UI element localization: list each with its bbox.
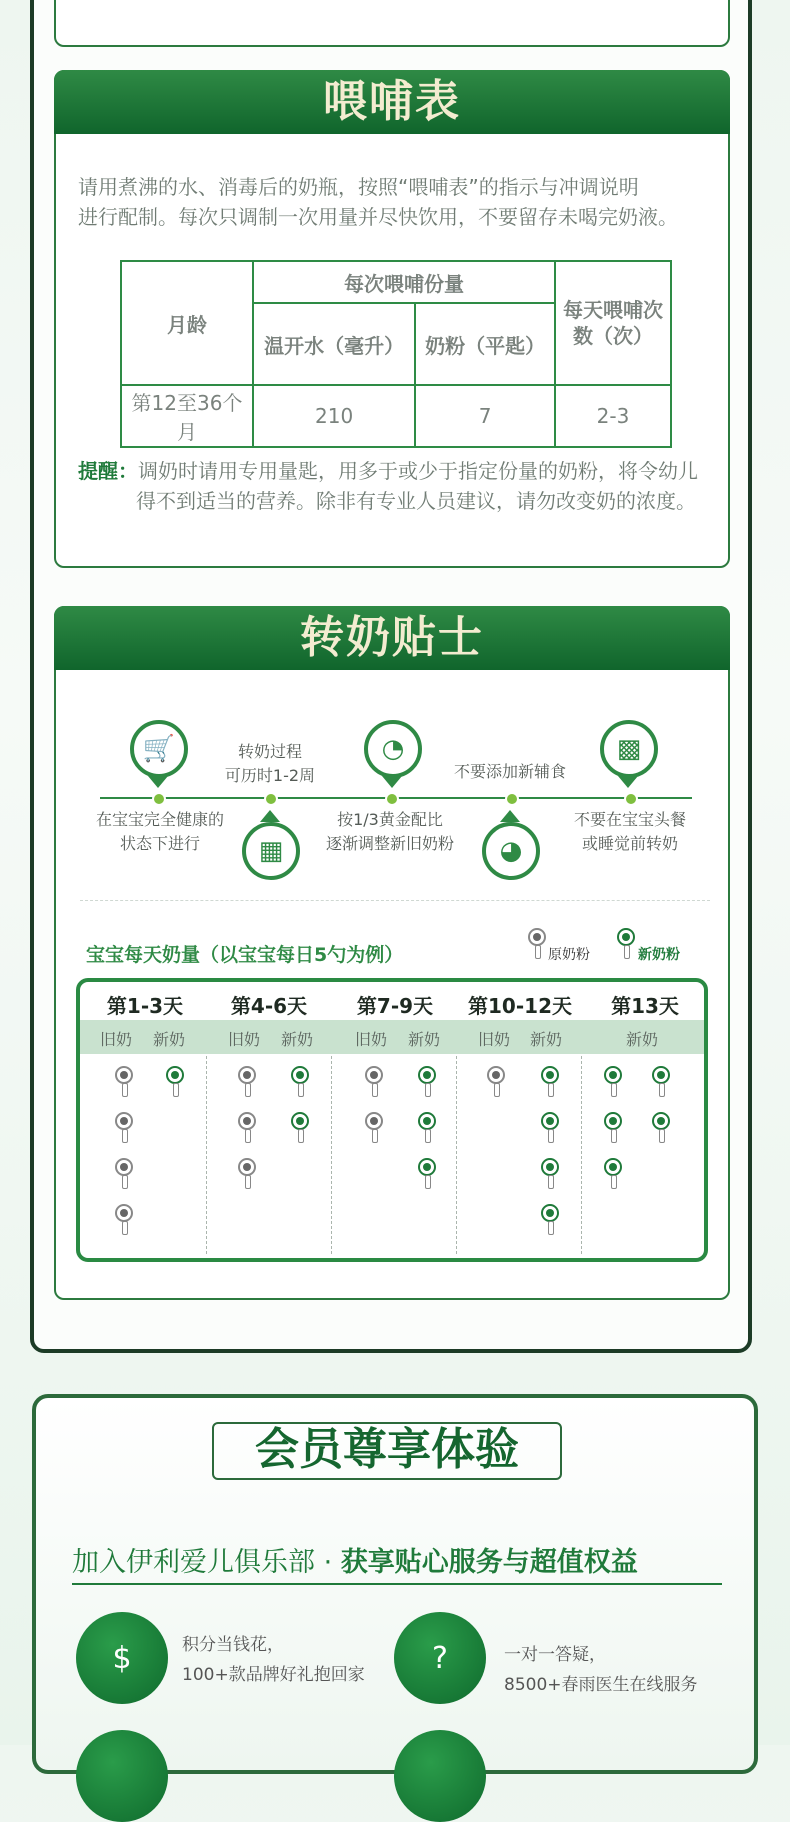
reminder-label: 提醒：: [78, 459, 138, 483]
hand-coin-icon: $: [76, 1612, 168, 1704]
column-divider: [206, 1056, 207, 1254]
reminder-line2: 得不到适当的营养。除非有专业人员建议，请勿改变奶的浓度。: [136, 489, 696, 513]
new-spoon-pin: [541, 1066, 559, 1096]
column-divider: [581, 1056, 582, 1254]
new-spoon-pin: [604, 1112, 622, 1142]
feeding-banner: [54, 70, 730, 134]
old-spoon-pin: [238, 1112, 256, 1142]
member-subtitle-b: 获享贴心服务与超值权益: [340, 1547, 638, 1578]
old-spoon-pin: [115, 1204, 133, 1234]
reminder-line1: 调奶时请用专用量匙，用多于或少于指定份量的奶粉，将令幼儿: [138, 459, 698, 483]
new-spoon-pin: [418, 1066, 436, 1096]
dashed-divider: [80, 900, 710, 901]
new-spoon-pin: [541, 1204, 559, 1234]
legend-new-pin: [617, 928, 635, 958]
pin-tip: [382, 776, 402, 788]
chat-question-icon: ?: [394, 1612, 486, 1704]
new-spoon-pin: [291, 1112, 309, 1142]
feeding-title: 喂哺表: [323, 76, 461, 127]
member-subtitle-a: 加入伊利爱儿俱乐部 ·: [72, 1547, 341, 1578]
benefit-1-line2: 100+款品牌好礼抱回家: [182, 1665, 365, 1685]
timeline-dot: [152, 792, 166, 806]
benefit-2-line2: 8500+春雨医生在线服务: [504, 1675, 698, 1695]
period-3: 第7-9天: [356, 994, 434, 1018]
daily-title: 宝宝每天奶量（以宝宝每日5勺为例）: [86, 944, 404, 966]
header-powder: 奶粉（平匙）: [415, 303, 555, 385]
feeding-table: [120, 260, 672, 448]
new-spoon-pin: [604, 1066, 622, 1096]
old-spoon-pin: [238, 1158, 256, 1188]
pin-tip: [148, 776, 168, 788]
service-icon: [394, 1730, 486, 1822]
new-spoon-pin: [418, 1158, 436, 1188]
old-label: 旧奶: [355, 1030, 388, 1049]
new-spoon-pin: [418, 1112, 436, 1142]
old-spoon-pin: [115, 1112, 133, 1142]
timeline-dot: [624, 792, 638, 806]
step-1-text: 在宝宝完全健康的 状态下进行: [95, 810, 224, 853]
timeline-dot: [264, 792, 278, 806]
new-spoon-pin: [541, 1112, 559, 1142]
new-spoon-pin: [652, 1112, 670, 1142]
step-2-text: 转奶过程 可历时1-2周: [224, 742, 316, 785]
old-spoon-pin: [365, 1066, 383, 1096]
new-spoon-pin: [166, 1066, 184, 1096]
new-spoon-pin: [604, 1158, 622, 1188]
legend-new-label: 新奶粉: [638, 947, 680, 963]
legend-old-label: 原奶粉: [548, 947, 590, 963]
feeding-intro: [78, 172, 718, 232]
benefit-2-text: [504, 1640, 698, 1700]
header-age: 月龄: [121, 261, 253, 385]
column-divider: [331, 1056, 332, 1254]
cell-water: 210: [253, 385, 415, 447]
new-spoon-pin: [652, 1066, 670, 1096]
new-label: 新奶: [153, 1030, 186, 1049]
period-5: 第13天: [611, 994, 679, 1018]
pie-chart-icon: ◔: [364, 720, 422, 778]
member-subtitle: [72, 1540, 722, 1585]
new-label: 新奶: [626, 1030, 659, 1049]
reminder: [78, 456, 728, 516]
old-spoon-pin: [365, 1112, 383, 1142]
timeline-dot: [385, 792, 399, 806]
header-portion: 每次喂哺份量: [253, 261, 555, 303]
stroller-icon: 🛒: [130, 720, 188, 778]
baby-bottle-icon: ▩: [600, 720, 658, 778]
legend-old-pin: [528, 928, 546, 958]
old-label: 旧奶: [478, 1030, 511, 1049]
new-spoon-pin: [541, 1158, 559, 1188]
step-4-text: 不要添加新辅食: [453, 762, 566, 781]
feeding-intro-line1: 请用煮沸的水、消毒后的奶瓶，按照“喂哺表”的指示与冲调说明: [78, 175, 639, 199]
benefit-2-line1: 一对一答疑，: [504, 1645, 606, 1665]
pin-tip: [500, 810, 520, 822]
column-divider: [456, 1056, 457, 1254]
header-times: 每天喂哺次数（次）: [555, 261, 671, 385]
old-label: 旧奶: [228, 1030, 261, 1049]
pin-tip: [260, 810, 280, 822]
switch-title: 转奶贴士: [300, 612, 484, 663]
benefit-1-line1: 积分当钱花，: [182, 1635, 284, 1655]
old-spoon-pin: [487, 1066, 505, 1096]
old-spoon-pin: [115, 1158, 133, 1188]
period-4: 第10-12天: [468, 994, 572, 1018]
previous-card: [54, 0, 730, 47]
cell-powder: 7: [415, 385, 555, 447]
switch-banner: [54, 606, 730, 670]
member-title: 会员尊享体验: [255, 1424, 519, 1475]
timeline-dot: [505, 792, 519, 806]
period-1: 第1-3天: [106, 994, 184, 1018]
cell-times: 2-3: [555, 385, 671, 447]
new-spoon-pin: [291, 1066, 309, 1096]
cell-age: 第12至36个月: [121, 385, 253, 447]
step-5-text: 不要在宝宝头餐 或睡觉前转奶: [573, 810, 686, 853]
calendar-icon: ▦: [242, 822, 300, 880]
header-water: 温开水（毫升）: [253, 303, 415, 385]
new-label: 新奶: [408, 1030, 441, 1049]
new-label: 新奶: [530, 1030, 563, 1049]
old-spoon-pin: [238, 1066, 256, 1096]
old-label: 旧奶: [100, 1030, 133, 1049]
old-spoon-pin: [115, 1066, 133, 1096]
new-label: 新奶: [281, 1030, 314, 1049]
food-bowl-icon: ◕: [482, 822, 540, 880]
gift-icon: [76, 1730, 168, 1822]
benefit-1-text: [182, 1630, 365, 1690]
step-3-text: 按1/3黄金配比 逐渐调整新旧奶粉: [325, 810, 454, 853]
pin-tip: [618, 776, 638, 788]
feeding-intro-line2: 进行配制。每次只调制一次用量并尽快饮用，不要留存未喝完奶液。: [78, 205, 678, 229]
period-2: 第4-6天: [230, 994, 308, 1018]
